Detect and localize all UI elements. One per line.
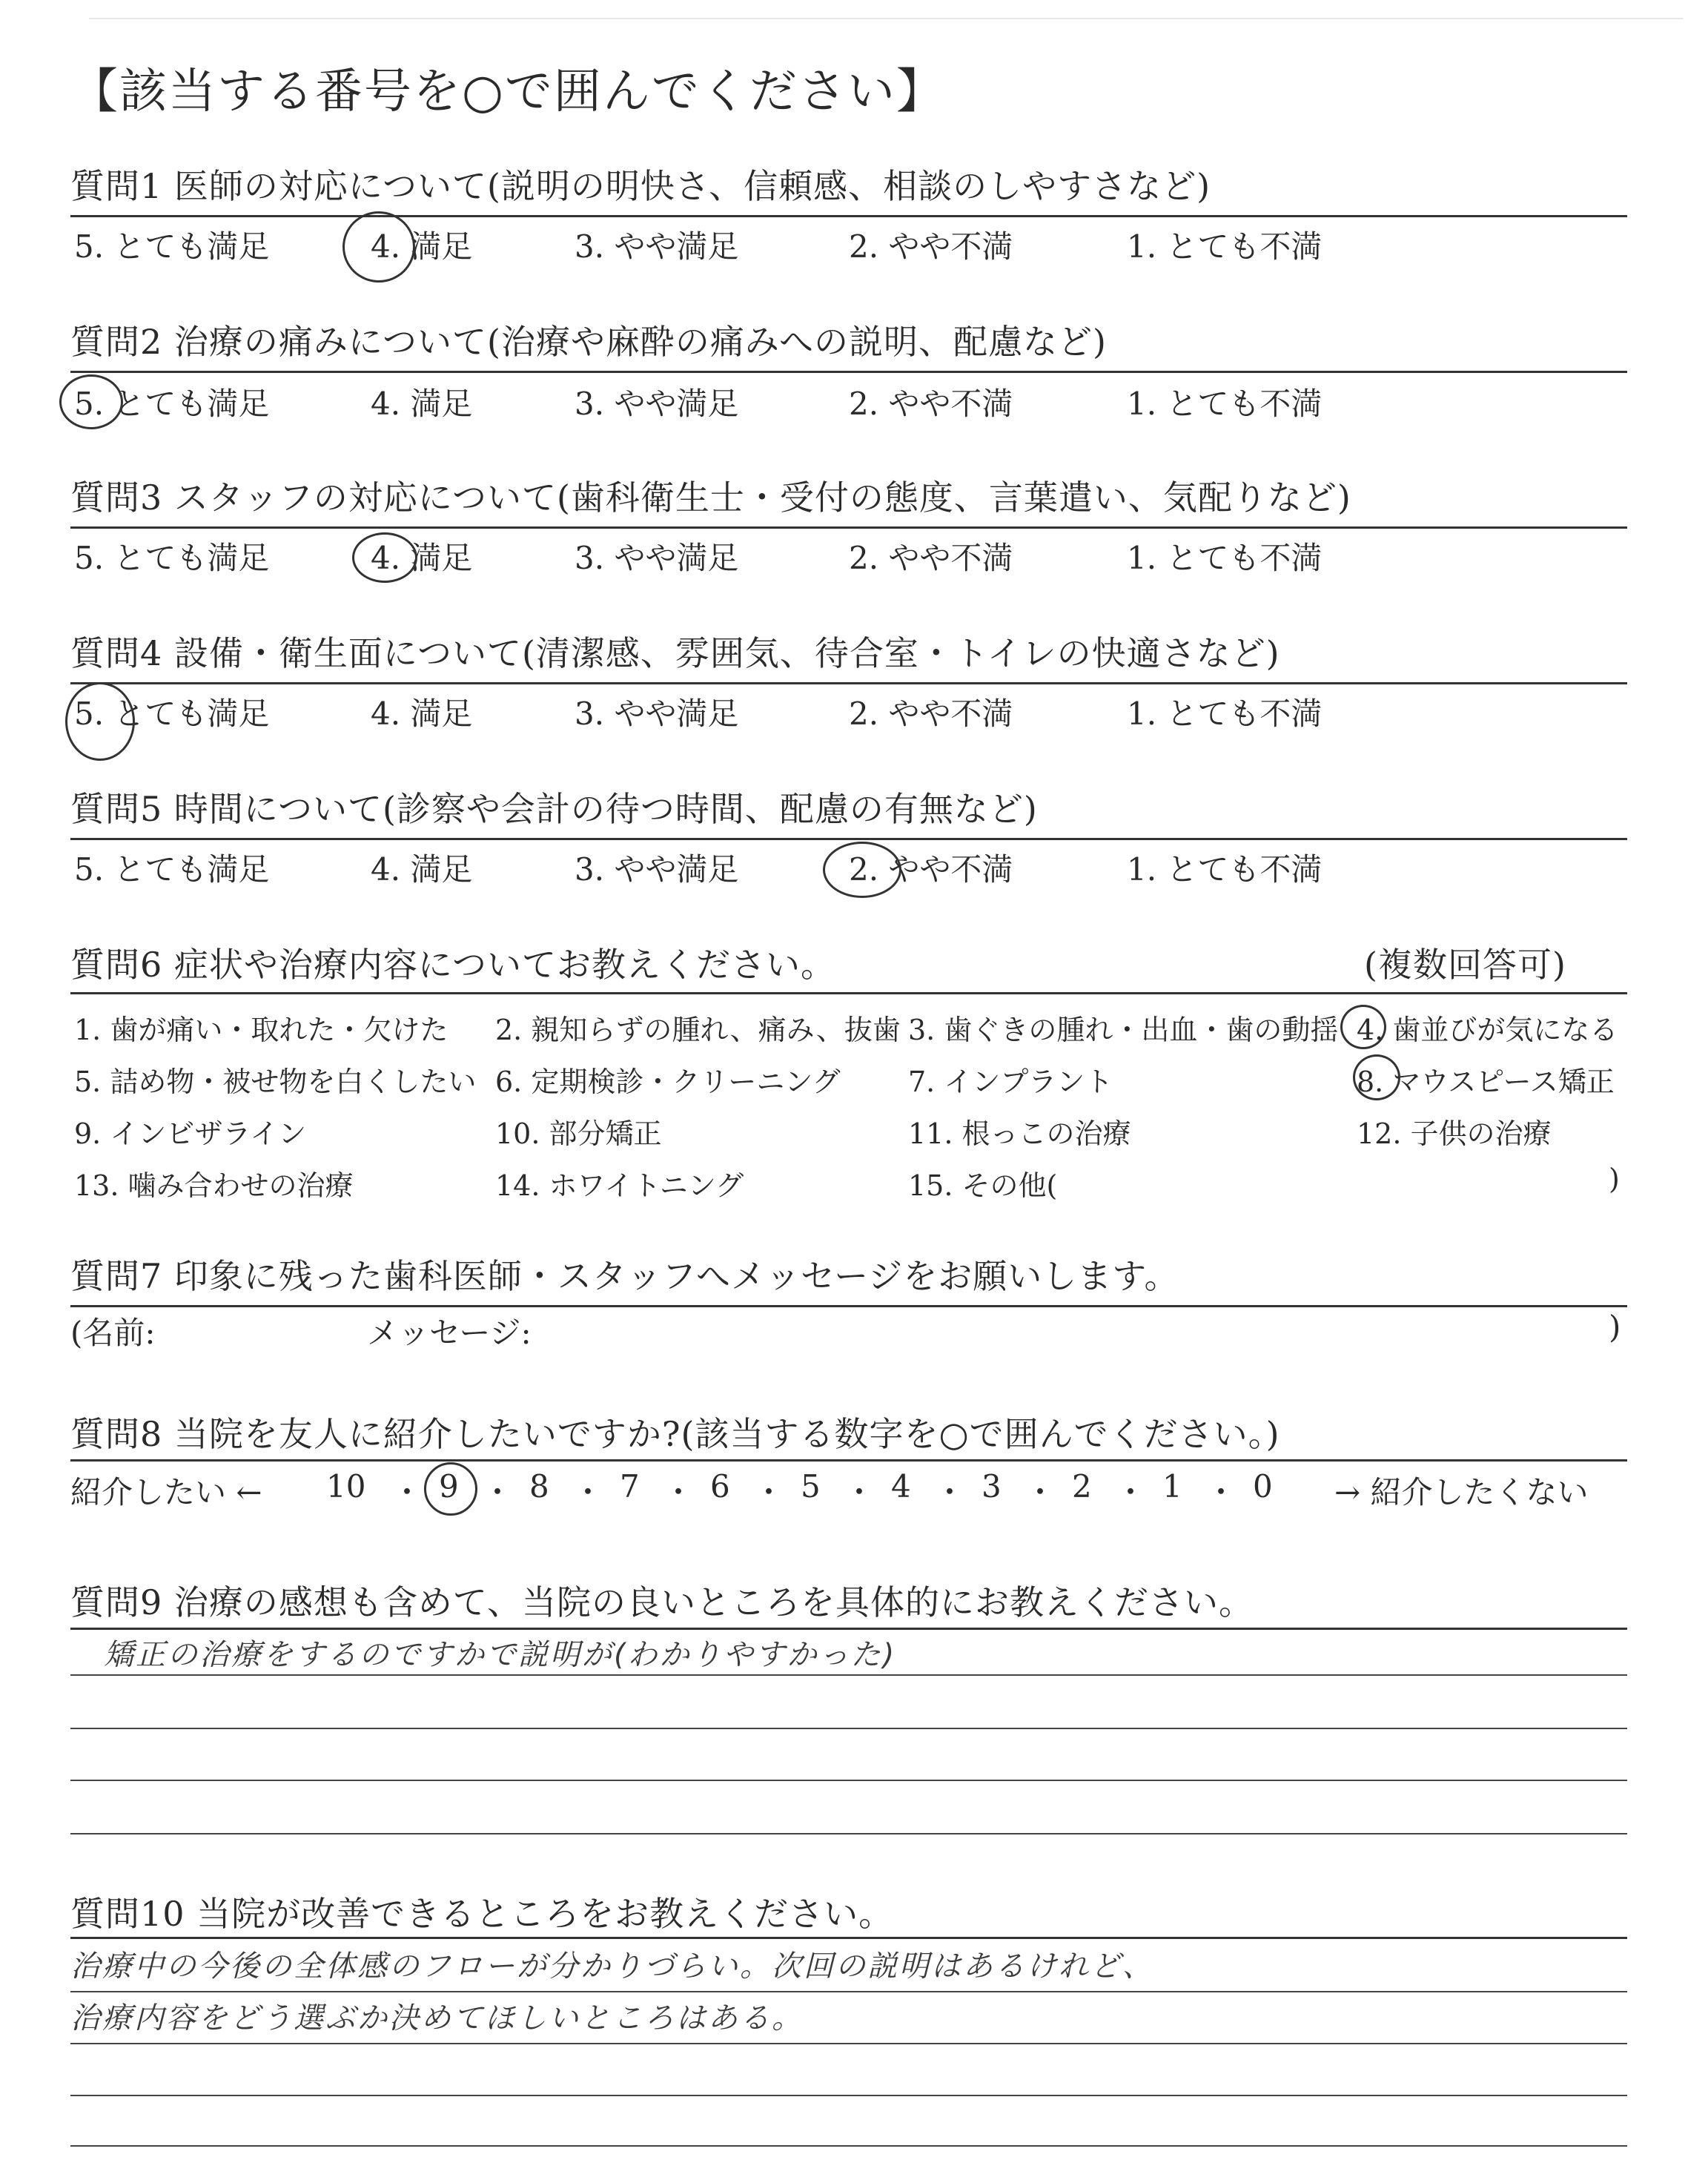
q10-answer-line: [70, 1991, 1627, 1992]
q1-rule: [70, 215, 1627, 217]
q6-option-7[interactable]: 7. インプラント: [908, 1066, 1113, 1098]
q6-title: 質問6 症状や治療内容についてお教えください。: [70, 945, 835, 985]
q9-answer-line: [70, 1728, 1627, 1729]
q9-rule: [70, 1628, 1627, 1630]
q9-title: 質問9 治療の感想も含めて、当院の良いところを具体的にお教えください。: [70, 1582, 1254, 1622]
q3-option-2[interactable]: 2. やや不満: [849, 540, 1013, 576]
q5-option-3[interactable]: 3. やや満足: [575, 851, 739, 888]
q5-title: 質問5 時間について(診察や会計の待つ時間、配慮の有無など): [70, 789, 1038, 829]
q4-option-3[interactable]: 3. やや満足: [575, 696, 739, 732]
q7-name-label: (名前:: [70, 1315, 156, 1351]
q8-separator: ・: [753, 1474, 785, 1510]
q6-option-8[interactable]: 8. マウスピース矯正: [1357, 1066, 1615, 1098]
q8-right-label: → 紹介したくない: [1334, 1474, 1589, 1510]
q4-option-5[interactable]: 5. とても満足: [74, 696, 270, 732]
q6-option-14[interactable]: 14. ホワイトニング: [495, 1169, 744, 1202]
q7-title: 質問7 印象に残った歯科医師・スタッフへメッセージをお願いします。: [70, 1256, 1179, 1296]
q4-option-4[interactable]: 4. 満足: [371, 696, 473, 732]
q2-title: 質問2 治療の痛みについて(治療や麻酔の痛みへの説明、配慮など): [70, 322, 1107, 362]
q6-option-10[interactable]: 10. 部分矯正: [495, 1117, 662, 1150]
q6-rule: [70, 992, 1627, 994]
q10-handwritten-answer-line-1: 治療中の今後の全体感のフローが分かりづらい。次回の説明はあるけれど、: [70, 1949, 1154, 1984]
q7-close-paren: ): [1609, 1309, 1621, 1345]
q8-left-label: 紹介したい ←: [70, 1474, 262, 1510]
q2-option-5[interactable]: 5. とても満足: [74, 386, 270, 422]
q8-scale-4[interactable]: 4: [891, 1468, 911, 1505]
q2-option-3[interactable]: 3. やや満足: [575, 386, 739, 422]
q4-selection-circle: [65, 682, 135, 761]
q2-option-4[interactable]: 4. 満足: [371, 386, 473, 422]
q6-other-close-paren: ): [1609, 1163, 1620, 1195]
q6-multiple-note: (複数回答可): [1364, 945, 1566, 985]
q8-separator: ・: [1115, 1474, 1147, 1510]
q8-rule: [70, 1459, 1627, 1462]
q8-scale-3[interactable]: 3: [982, 1468, 1002, 1505]
q2-option-2[interactable]: 2. やや不満: [849, 386, 1013, 422]
q1-title: 質問1 医師の対応について(説明の明快さ、信頼感、相談のしやすさなど): [70, 166, 1211, 206]
q8-separator: ・: [572, 1474, 604, 1510]
q6-option-11[interactable]: 11. 根っこの治療: [908, 1117, 1131, 1150]
q9-answer-line: [70, 1674, 1627, 1676]
q8-selection-circle: [424, 1462, 477, 1516]
q6-option-2[interactable]: 2. 親知らずの腫れ、痛み、抜歯: [495, 1014, 901, 1046]
q3-option-5[interactable]: 5. とても満足: [74, 540, 270, 576]
q1-option-1[interactable]: 1. とても不満: [1127, 228, 1323, 265]
q8-scale-6[interactable]: 6: [710, 1468, 730, 1505]
q3-option-1[interactable]: 1. とても不満: [1127, 540, 1323, 576]
instruction-heading: 【該当する番号を○で囲んでください】: [70, 65, 945, 119]
q6-option-12[interactable]: 12. 子供の治療: [1357, 1117, 1552, 1150]
q3-option-3[interactable]: 3. やや満足: [575, 540, 739, 576]
q10-title: 質問10 当院が改善できるところをお教えください。: [70, 1894, 894, 1934]
q8-scale-5[interactable]: 5: [801, 1468, 821, 1505]
q3-title: 質問3 スタッフの対応について(歯科衛生士・受付の態度、言葉遣い、気配りなど): [70, 478, 1351, 518]
q1-option-4[interactable]: 4. 満足: [371, 228, 473, 265]
q9-handwritten-answer-line-1: 矯正の治療をするのですかで説明が(わかりやすかった): [104, 1638, 897, 1672]
q8-scale-10[interactable]: 10: [326, 1468, 366, 1505]
q3-option-4[interactable]: 4. 満足: [371, 540, 473, 576]
q4-option-1[interactable]: 1. とても不満: [1127, 696, 1323, 732]
q6-option-6[interactable]: 6. 定期検診・クリーニング: [495, 1066, 841, 1098]
q1-option-2[interactable]: 2. やや不満: [849, 228, 1013, 265]
q6-selection-circle-8: [1353, 1054, 1400, 1100]
q5-rule: [70, 838, 1627, 840]
q1-option-3[interactable]: 3. やや満足: [575, 228, 739, 265]
q6-option-15[interactable]: 15. その他(: [908, 1169, 1058, 1202]
q8-scale-0[interactable]: 0: [1253, 1468, 1273, 1505]
q6-option-3[interactable]: 3. 歯ぐきの腫れ・出血・歯の動揺: [908, 1014, 1339, 1046]
q7-rule: [70, 1305, 1627, 1307]
q3-rule: [70, 526, 1627, 529]
q8-separator: ・: [391, 1474, 423, 1510]
q8-separator: ・: [1205, 1474, 1237, 1510]
q1-selection-circle: [342, 211, 415, 283]
q5-option-5[interactable]: 5. とても満足: [74, 851, 270, 888]
q6-option-9[interactable]: 9. インビザライン: [74, 1117, 307, 1150]
q8-scale-8[interactable]: 8: [529, 1468, 549, 1505]
q2-rule: [70, 371, 1627, 373]
q7-message-label: メッセージ:: [367, 1315, 532, 1351]
q8-scale-2[interactable]: 2: [1072, 1468, 1092, 1505]
q6-selection-circle-4: [1340, 1005, 1386, 1049]
page-top-edge: [89, 18, 1683, 19]
q10-answer-line: [70, 2145, 1627, 2147]
q8-separator: ・: [934, 1474, 966, 1510]
q10-handwritten-answer-line-2: 治療内容をどう選ぶか決めてほしいところはある。: [70, 2001, 804, 2035]
q4-option-2[interactable]: 2. やや不満: [849, 696, 1013, 732]
q8-scale-1[interactable]: 1: [1162, 1468, 1182, 1505]
q6-option-13[interactable]: 13. 噛み合わせの治療: [74, 1169, 354, 1202]
q6-option-5[interactable]: 5. 詰め物・被せ物を白くしたい: [74, 1066, 477, 1098]
q2-selection-circle: [59, 374, 123, 429]
q6-option-4[interactable]: 4. 歯並びが気になる: [1357, 1014, 1618, 1046]
q4-title: 質問4 設備・衛生面について(清潔感、雰囲気、待合室・トイレの快適さなど): [70, 633, 1280, 673]
q2-option-1[interactable]: 1. とても不満: [1127, 386, 1323, 422]
q8-scale-9[interactable]: 9: [439, 1468, 459, 1505]
q1-option-5[interactable]: 5. とても満足: [74, 228, 270, 265]
q6-option-1[interactable]: 1. 歯が痛い・取れた・欠けた: [74, 1014, 448, 1046]
q5-option-4[interactable]: 4. 満足: [371, 851, 473, 888]
q5-option-2[interactable]: 2. やや不満: [849, 851, 1013, 888]
q8-separator: ・: [663, 1474, 695, 1510]
q8-separator: ・: [844, 1474, 875, 1510]
q8-title: 質問8 当院を友人に紹介したいですか?(該当する数字を○で囲んでください。): [70, 1414, 1280, 1454]
q8-separator: ・: [482, 1474, 514, 1510]
q10-rule: [70, 1937, 1627, 1939]
q10-answer-line: [70, 2095, 1627, 2096]
q9-answer-line: [70, 1780, 1627, 1781]
q9-answer-line: [70, 1833, 1627, 1834]
q4-rule: [70, 682, 1627, 684]
q8-separator: ・: [1025, 1474, 1056, 1510]
q8-scale-7[interactable]: 7: [620, 1468, 640, 1505]
q5-selection-circle: [823, 842, 901, 898]
q10-answer-line: [70, 2043, 1627, 2044]
q5-option-1[interactable]: 1. とても不満: [1127, 851, 1323, 888]
q3-selection-circle: [352, 532, 417, 583]
